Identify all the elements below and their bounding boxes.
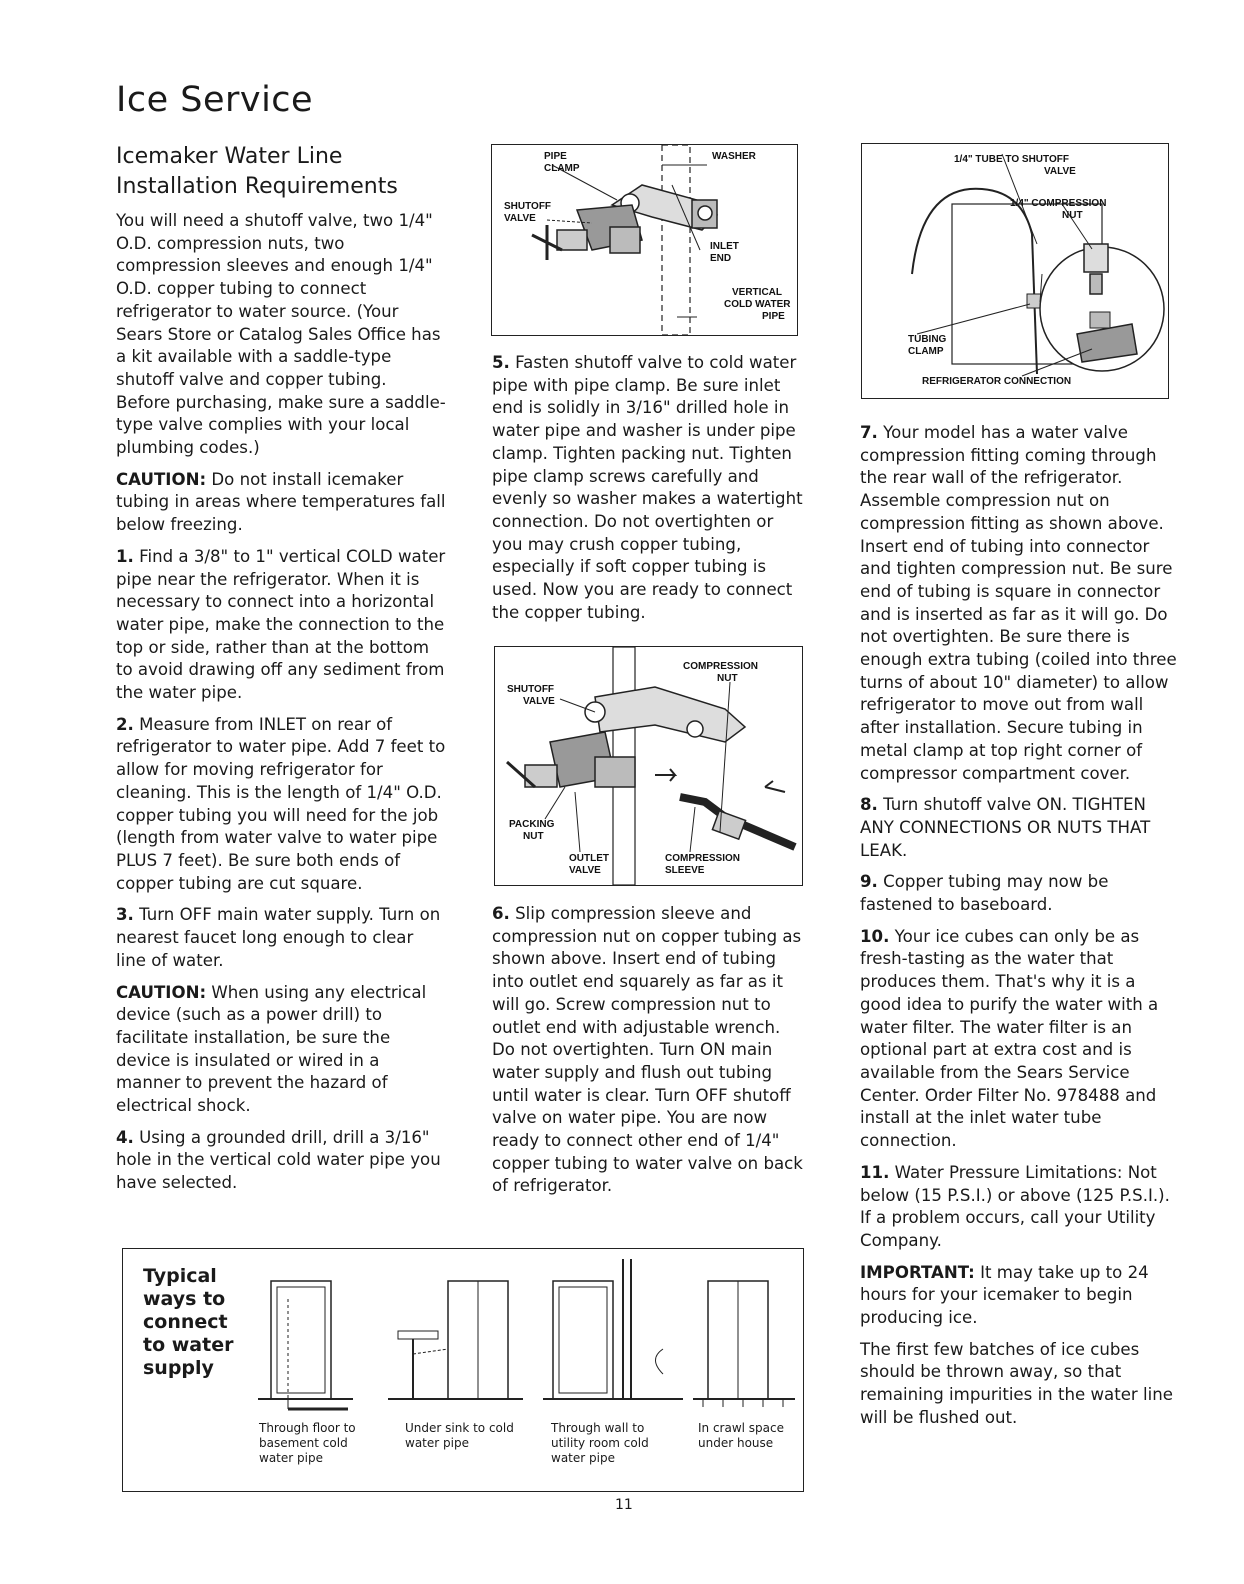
caution-label: CAUTION: [116,469,207,489]
label-packing-nut-2: NUT [523,831,544,842]
label-vertical-pipe-1: VERTICAL [732,287,782,298]
step-text: Turn shutoff valve ON. TIGHTEN ANY CONNECTIONS OR NUTS THAT LEAK. [860,795,1151,860]
label-vertical-pipe-3: PIPE [762,311,785,322]
step-text: Turn OFF main water supply. Turn on nearest faucet long enough to clear line of water. [116,905,441,970]
typical-connections-box [122,1248,804,1492]
step-number: 4. [116,1127,134,1147]
caution-freezing [116,469,446,537]
caption-under-sink: Under sink to cold water pipe [405,1421,514,1450]
figure-refrigerator-connection [861,143,1169,399]
label-washer: WASHER [712,151,756,162]
step-text: Copper tubing may now be fastened to baseboard. [860,872,1109,915]
column-right [860,422,1182,1439]
figure-compression-fitting [494,646,803,886]
section-subtitle: Icemaker Water Line Installation Requirements [116,144,398,199]
label-pipe-clamp-1: PIPE [544,151,567,162]
label-compression-nut-2: NUT [717,673,738,684]
page-number: 11 [615,1497,633,1513]
label-shutoff-valve-1: SHUTOFF [507,684,555,695]
label-refrigerator-connection: REFRIGERATOR CONNECTION [922,376,1072,387]
label-compression-sleeve-1: COMPRESSION [665,853,741,864]
column-left [116,210,446,1204]
compression-fitting-diagram [495,647,802,885]
label-outlet-valve-2: VALVE [569,865,601,876]
step-text: Using a grounded drill, drill a 3/16" hole in the vertical cold water pipe you have selected. [116,1127,441,1193]
label-pipe-clamp-2: CLAMP [544,163,580,174]
final-note: The first few batches of ice cubes should be thrown away, so that remaining impurities in the water line will be flushed out. [860,1339,1173,1427]
label-compression-sleeve-2: SLEEVE [665,865,705,876]
label-tubing-clamp-1: TUBING [908,334,947,345]
step-text: Your model has a water valve compression fitting coming through the rear wall of the refrigerator. Assemble compression nut on compression fitting as shown above. Insert end of tubing into connector and tighten compression nut. Be sure end of tubing is square in connector and is inserted as far as it will go. Do not overtighten. Be sure there is enough extra tubing (coiled into three turns of about 10" diameter) to allow refrigerator to move out from wall after installation. Secure tubing in metal clamp at top right corner of compressor compartment cover. [860,423,1177,783]
step-number: 2. [116,714,134,734]
step-6 [492,903,807,1198]
step-text: Water Pressure Limitations: Not below (15 P.S.I.) or above (125 P.S.I.). If a problem occurs, call your Utility Company. [860,1162,1170,1250]
column-middle-top [492,352,807,633]
important-text: It may take up to 24 hours for your icemaker to begin producing ice. [860,1262,1149,1328]
label-packing-nut-1: PACKING [509,819,555,830]
step-11 [860,1162,1182,1253]
caption-through-floor: Through floor to basement cold water pipe [259,1421,356,1465]
figure-shutoff-valve [491,144,798,336]
caution-label: CAUTION: [116,982,207,1002]
important-label: IMPORTANT: [860,1262,975,1282]
step-number: 6. [492,904,510,923]
step-number: 3. [116,905,134,925]
label-shutoff-valve-1: SHUTOFF [504,201,552,212]
page-title: Ice Service [116,80,314,120]
step-2 [116,714,446,896]
step-number: 5. [492,353,510,372]
step-number: 9. [860,872,878,892]
step-4 [116,1127,446,1195]
label-vertical-pipe-2: COLD WATER [724,299,791,310]
refrigerator-connection-diagram [862,144,1168,398]
step-number: 8. [860,795,878,815]
step-8 [860,794,1182,862]
step-text: Find a 3/8" to 1" vertical COLD water pipe near the refrigerator. When it is necessary to connect into a horizontal water pipe, make the connection to the top or side, rather than at the bottom to avoid drawing off any sediment from the water pipe. [116,546,446,703]
label-compression-nut-1: COMPRESSION [683,661,759,672]
label-shutoff-valve-2: VALVE [504,213,536,224]
shutoff-valve-diagram [492,145,797,335]
caution-electrical [116,982,446,1118]
step-number: 11. [860,1162,890,1182]
important-note [860,1262,1182,1330]
label-inlet-end-1: INLET [710,241,739,252]
label-compression-nut-1: 1/4" COMPRESSION [1010,198,1107,209]
step-number: 7. [860,423,878,442]
label-compression-nut-2: NUT [1062,210,1083,221]
step-1 [116,546,446,705]
step-5 [492,352,807,624]
step-3 [116,904,446,972]
step-9 [860,871,1182,916]
step-number: 1. [116,546,134,566]
label-tube-1: 1/4" TUBE TO SHUTOFF [954,154,1069,165]
step-text: Fasten shutoff valve to cold water pipe with pipe clamp. Be sure inlet end is solidly in 3/16" drilled hole in water pipe and washer is under pipe clamp. Tighten packing nut. Tighten pipe clamp screws carefully and evenly so washer makes a watertight connection. Do not overtighten or you may crush copper tubing, especially if soft copper tubing is used. Now you are ready to connect the copper tubing. [492,353,803,622]
typical-heading: Typical ways to connect to water supply [143,1265,234,1379]
typical-connections-illustrations [123,1249,803,1419]
intro-paragraph: You will need a shutoff valve, two 1/4" O.D. compression nuts, two compression sleeves and enough 1/4" O.D. copper tubing to connect refrigerator to water source. (Your Sears Store or Catalog Sales Office has a kit available with a saddle-type shutoff valve and copper tubing. Before purchasing, make sure a saddle-type valve complies with your local plumbing codes.) [116,211,446,458]
label-inlet-end-2: END [710,253,732,264]
step-7 [860,422,1182,785]
caption-crawl-space: In crawl space under house [698,1421,785,1450]
step-text: Your ice cubes can only be as fresh-tasting as the water that produces them. That's why it is a good idea to purify the water with a water filter. The water filter is an optional part at extra cost and is available from the Sears Service Center. Order Filter No. 978488 and install at the inlet water tube connection. [860,926,1159,1151]
column-middle-bottom [492,903,807,1207]
step-text: Measure from INLET on rear of refrigerator to water pipe. Add 7 feet to allow for moving refrigerator for cleaning. This is the length of 1/4" O.D. copper tubing you will need for the job (length from water valve to water pipe PLUS 7 feet). Be sure both ends of copper tubing are cut square. [116,714,446,893]
step-text: Slip compression sleeve and compression nut on copper tubing as shown above. Insert end of tubing into outlet end squarely as far as it will go. Screw compression nut to outlet end with adjustable wrench. Do not overtighten. Turn ON main water supply and flush out tubing until water is clear. Turn OFF shutoff valve on water pipe. You are now ready to connect other end of 1/4" copper tubing to water valve on back of refrigerator. [492,904,803,1196]
label-shutoff-valve-2: VALVE [523,696,555,707]
label-tube-2: VALVE [1044,166,1076,177]
step-number: 10. [860,926,890,946]
label-outlet-valve-1: OUTLET [569,853,609,864]
step-10 [860,926,1182,1153]
caution-text: Do not install icemaker tubing in areas where temperatures fall below freezing. [116,469,446,535]
caution-text: When using any electrical device (such as a power drill) to facilitate installation, be sure the device is insulated or wired in a manner to prevent the hazard of electrical shock. [116,982,427,1116]
label-tubing-clamp-2: CLAMP [908,346,944,357]
caption-through-wall: Through wall to utility room cold water pipe [551,1421,649,1465]
